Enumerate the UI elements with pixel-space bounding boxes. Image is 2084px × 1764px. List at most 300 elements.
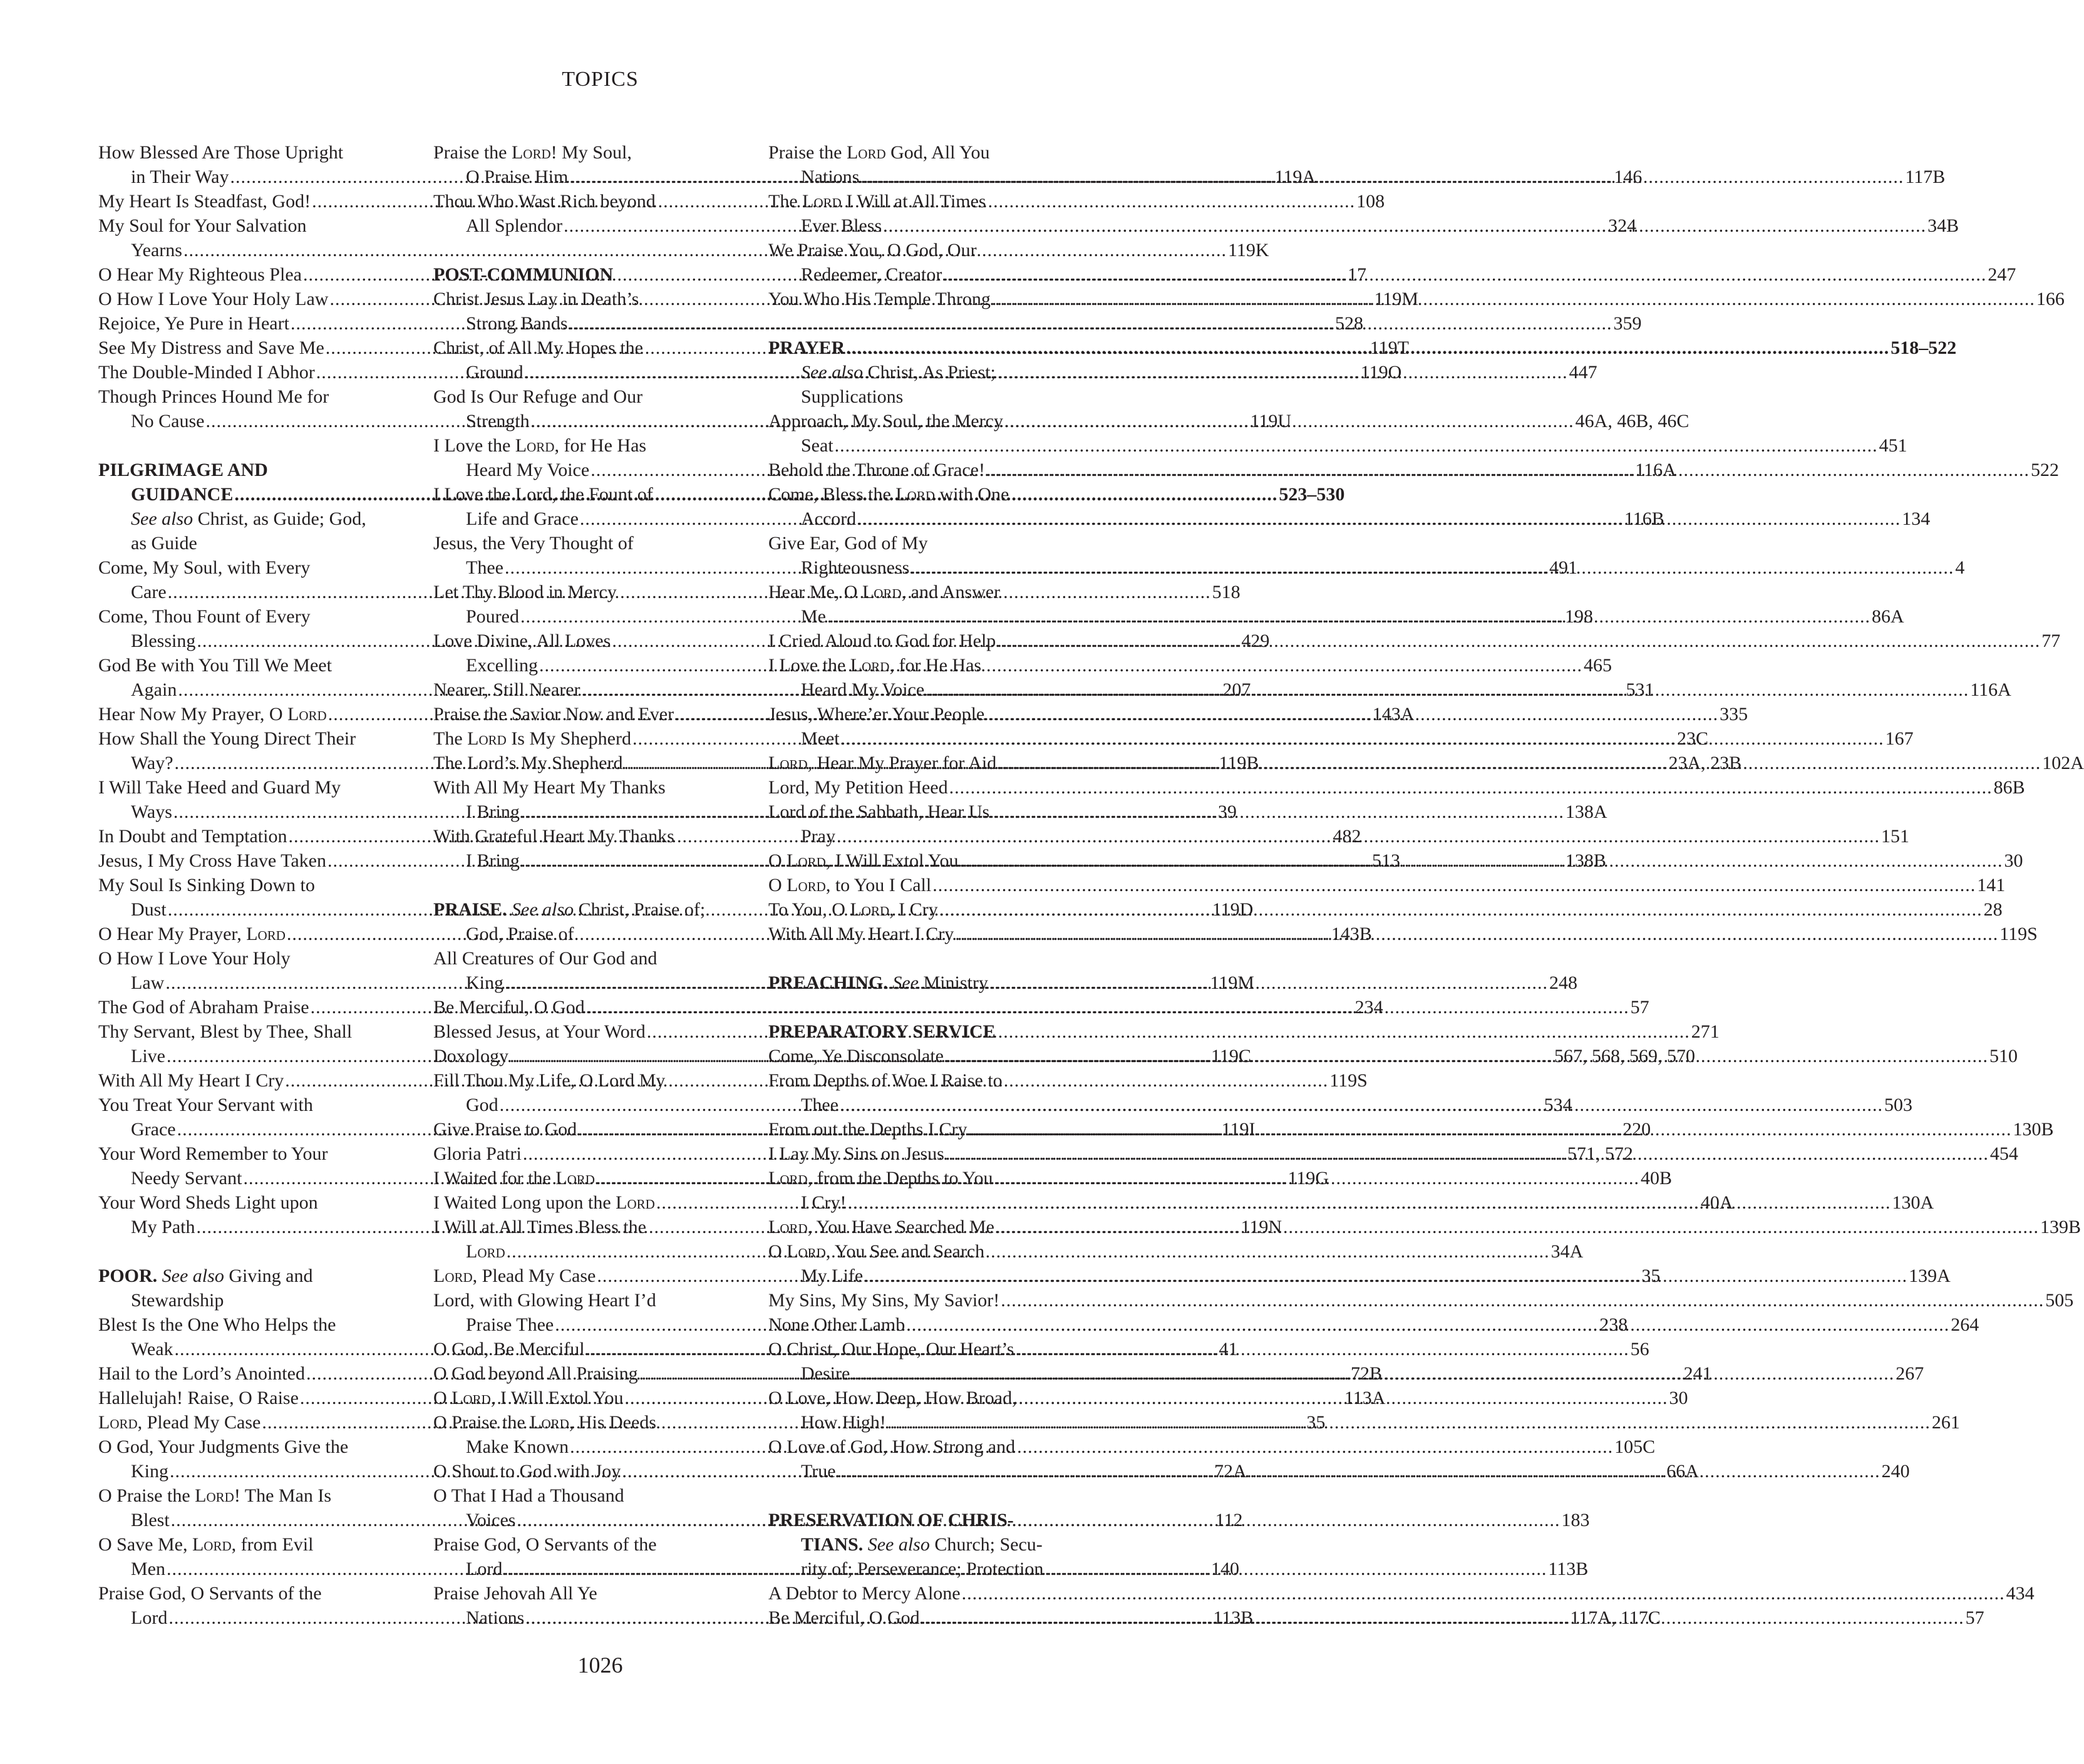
page-reference: 264 bbox=[1951, 1314, 1979, 1335]
entry-title-line: Let Thy Blood in Mercy bbox=[433, 582, 617, 602]
entry-title-line: Praise God, O Servants of the bbox=[433, 1534, 657, 1555]
entry-title: Live bbox=[131, 1046, 165, 1066]
page-reference: 151 bbox=[1881, 826, 1909, 847]
entry-title: No Cause bbox=[131, 411, 205, 431]
page-reference: 57 bbox=[1965, 1607, 1984, 1628]
entry-title-line: O Love of God, How Strong and bbox=[768, 1436, 1016, 1457]
index-entry bbox=[768, 873, 2006, 897]
entry-title: In Doubt and Temptation bbox=[98, 826, 287, 847]
entry-title: The Lord’s My Shepherd bbox=[433, 753, 623, 773]
entry-title-line: With Grateful Heart My Thanks bbox=[433, 826, 674, 847]
entry-title: I Lay My Sins on Jesus bbox=[768, 1143, 944, 1164]
entry-title-line: O Praise the Lord, His Deeds bbox=[433, 1412, 656, 1433]
page-reference: 491 bbox=[1549, 557, 1577, 578]
see-also-label: See also bbox=[512, 899, 574, 920]
entry-title-line: Thy Servant, Blest by Thee, Shall bbox=[98, 1021, 353, 1042]
entry-title-line: Your Word Remember to Your bbox=[98, 1143, 328, 1164]
dot-leader bbox=[932, 873, 1976, 897]
entry-title: Ever Bless bbox=[801, 215, 882, 236]
page-reference: 198 bbox=[1565, 606, 1593, 627]
index-entry bbox=[768, 1581, 2035, 1606]
page-reference: 130A bbox=[1892, 1192, 1934, 1213]
entry-line bbox=[768, 1288, 2074, 1313]
entry-title-line: I Will Take Heed and Guard My bbox=[98, 777, 341, 798]
page-reference: 119S bbox=[1999, 924, 2038, 944]
entry-title: King bbox=[131, 1461, 168, 1482]
page-reference: 56 bbox=[1630, 1339, 1649, 1359]
page-reference: 143A bbox=[1372, 704, 1415, 725]
entry-title: Yearns bbox=[131, 240, 182, 260]
see-also-text: Ministry bbox=[923, 972, 988, 993]
entry-title-line: God Is Our Refuge and Our bbox=[433, 386, 643, 407]
page-reference: 510 bbox=[1989, 1046, 2018, 1066]
page-reference: 116A bbox=[1635, 460, 1676, 480]
entry-title: I Cry! bbox=[801, 1192, 847, 1213]
see-also-line: rity of; Perseverance; Protection bbox=[801, 1559, 1044, 1579]
page-reference: 117A, 117C bbox=[1570, 1607, 1661, 1628]
page-reference: 207 bbox=[1222, 679, 1251, 700]
page-reference: 234 bbox=[1354, 997, 1383, 1018]
dot-leader bbox=[887, 1410, 1931, 1435]
entry-title: Poured bbox=[466, 606, 519, 627]
entry-title-line: God Be with You Till We Meet bbox=[98, 655, 332, 676]
see-also-text: Christ, As Priest; bbox=[867, 362, 996, 383]
entry-title: I Waited Long upon the Lord bbox=[433, 1192, 655, 1213]
heading-line bbox=[433, 262, 740, 287]
page-reference: 503 bbox=[1884, 1095, 1912, 1115]
entry-title-line: Give Ear, God of My bbox=[768, 533, 928, 554]
page-reference: 40A bbox=[1700, 1192, 1733, 1213]
entry-title: How High! bbox=[801, 1412, 886, 1433]
page-reference: 119I bbox=[1221, 1119, 1256, 1140]
entry-title: Ground bbox=[466, 362, 524, 383]
entry-title: Lord, You Have Searched Me bbox=[768, 1217, 994, 1237]
page-reference: 57 bbox=[1630, 997, 1649, 1018]
page-reference: 35 bbox=[1306, 1412, 1326, 1433]
topic-heading bbox=[768, 971, 1075, 995]
entry-title-line: O That I Had a Thousand bbox=[433, 1485, 624, 1506]
entry-title-line: You Treat Your Servant with bbox=[98, 1095, 313, 1115]
page-reference: 166 bbox=[2036, 289, 2065, 309]
entry-title-line: Jesus, the Very Thought of bbox=[433, 533, 634, 554]
entry-title: Weak bbox=[131, 1339, 173, 1359]
heading-label: PRAISE. bbox=[433, 899, 507, 920]
entry-title-line: How Shall the Young Direct Their bbox=[98, 728, 356, 749]
page-reference: 505 bbox=[2045, 1290, 2074, 1311]
entry-title: The Double-Minded I Abhor bbox=[98, 362, 315, 383]
page-reference: 119K bbox=[1227, 240, 1269, 260]
entry-title: My Path bbox=[131, 1217, 195, 1237]
entry-title-line: Come, My Soul, with Every bbox=[98, 557, 311, 578]
see-also-label: See bbox=[892, 972, 919, 993]
dot-leader bbox=[946, 1142, 1989, 1166]
entry-title: Praise the Savior Now and Ever bbox=[433, 704, 674, 725]
entry-title: Nearer, Still Nearer bbox=[433, 679, 580, 700]
entry-title: True bbox=[801, 1461, 836, 1482]
index-entry bbox=[768, 775, 2025, 800]
entry-title: Pray bbox=[801, 826, 835, 847]
entry-title-line: O How I Love Your Holy bbox=[98, 948, 291, 969]
entry-title: I Bring bbox=[466, 802, 520, 822]
page-reference: 34A bbox=[1550, 1241, 1584, 1262]
dot-leader bbox=[840, 1093, 1883, 1117]
page-reference: 138B bbox=[1565, 850, 1606, 871]
page-reference: 116A bbox=[1970, 679, 2011, 700]
see-also-line: Supplications bbox=[801, 386, 904, 407]
entry-title: Way? bbox=[131, 753, 173, 773]
entry-title-line: Fill Thou My Life, O Lord My bbox=[433, 1070, 666, 1091]
dot-leader bbox=[910, 555, 1954, 580]
page-reference: 117B bbox=[1905, 167, 1946, 187]
entry-title-line: Come, Bless the Lord with One bbox=[768, 484, 1009, 505]
dot-leader bbox=[949, 775, 1993, 800]
heading-label: PREPARATORY SERVICE bbox=[768, 1021, 996, 1042]
entry-title: Dust bbox=[131, 899, 167, 920]
dot-leader bbox=[857, 507, 1901, 531]
dot-leader bbox=[883, 214, 1926, 238]
entry-title: Grace bbox=[131, 1119, 176, 1140]
dot-leader bbox=[943, 262, 1986, 287]
entry-title: See My Distress and Save Me bbox=[98, 338, 324, 358]
topic-heading bbox=[433, 262, 740, 287]
entry-title: Lord bbox=[466, 1559, 503, 1579]
entry-title: in Their Way bbox=[131, 167, 229, 187]
page-reference: 238 bbox=[1599, 1314, 1628, 1335]
page-reference: 434 bbox=[2006, 1583, 2035, 1604]
page-reference: 119S bbox=[1329, 1070, 1368, 1091]
page-reference: 241 bbox=[1683, 1363, 1712, 1384]
entry-title-line: O Praise the Lord! The Man Is bbox=[98, 1485, 332, 1506]
heading-label: POOR. bbox=[98, 1266, 158, 1286]
entry-title-line: Jesus, Where’er Your People bbox=[768, 704, 985, 725]
dot-leader bbox=[998, 751, 2041, 775]
page-reference: 523–530 bbox=[1279, 484, 1345, 505]
page-reference: 105C bbox=[1614, 1436, 1656, 1457]
topic-heading bbox=[433, 897, 740, 946]
entry-title: Behold the Throne of Grace! bbox=[768, 460, 985, 480]
heading-text: PILGRIMAGE AND bbox=[98, 460, 268, 480]
entry-title-line: Praise God, O Servants of the bbox=[98, 1583, 322, 1604]
entry-title: O Lord, to You I Call bbox=[768, 875, 932, 895]
page-reference: 528 bbox=[1334, 313, 1363, 334]
page-reference: 34B bbox=[1927, 215, 1959, 236]
entry-title: Care bbox=[131, 582, 167, 602]
page-reference: 139B bbox=[2040, 1217, 2081, 1237]
page-reference: 143B bbox=[1331, 924, 1372, 944]
entry-title-line: O God, Your Judgments Give the bbox=[98, 1436, 349, 1457]
entry-title: O Lord, I Will Extol You bbox=[768, 850, 959, 871]
entry-title-line: How Blessed Are Those Upright bbox=[98, 142, 344, 163]
index-entry bbox=[768, 1288, 2074, 1313]
page-reference: 30 bbox=[1669, 1388, 1688, 1408]
entry-title: None Other Lamb bbox=[768, 1314, 905, 1335]
page-reference: 72B bbox=[1350, 1363, 1382, 1384]
dot-leader bbox=[234, 482, 1277, 507]
entry-title-line: I Love the Lord, the Fount of bbox=[433, 484, 653, 505]
topic-heading bbox=[768, 1019, 1075, 1044]
entry-title: Again bbox=[131, 679, 177, 700]
entry-title: You Who His Temple Throng bbox=[768, 289, 991, 309]
page-reference: 66A bbox=[1666, 1461, 1699, 1482]
entry-title: Blest bbox=[131, 1510, 170, 1530]
heading-line bbox=[98, 1264, 405, 1288]
entry-title-line: We Praise You, O God, Our bbox=[768, 240, 977, 260]
entry-title-line: O Save Me, Lord, from Evil bbox=[98, 1534, 314, 1555]
page-reference: 271 bbox=[1691, 1021, 1720, 1042]
page-reference: 46A, 46B, 46C bbox=[1575, 411, 1689, 431]
page-reference: 35 bbox=[1641, 1266, 1661, 1286]
entry-title-line: O Christ, Our Hope, Our Heart’s bbox=[768, 1339, 1014, 1359]
entry-title: O How I Love Your Holy Law bbox=[98, 289, 329, 309]
entry-title: My Life bbox=[801, 1266, 864, 1286]
entry-title: Hallelujah! Raise, O Raise bbox=[98, 1388, 299, 1408]
entry-title: Lord, My Petition Heed bbox=[768, 777, 948, 798]
entry-title-line: Christ, of All My Hopes the bbox=[433, 338, 643, 358]
entry-title: King bbox=[466, 972, 503, 993]
entry-line bbox=[768, 433, 1907, 458]
entry-title-line: Praise Jehovah All Ye bbox=[433, 1583, 597, 1604]
heading-label: TIANS. bbox=[801, 1534, 864, 1555]
page-reference: 86B bbox=[1993, 777, 2025, 798]
entry-title-line: I Love the Lord, for He Has bbox=[433, 435, 647, 456]
page-reference: 220 bbox=[1622, 1119, 1651, 1140]
dot-leader bbox=[841, 726, 1884, 751]
entry-title: Nations bbox=[801, 167, 860, 187]
entry-title: A Debtor to Mercy Alone bbox=[768, 1583, 961, 1604]
page-reference: 454 bbox=[1989, 1143, 2018, 1164]
entry-title-line: The Lord I Will at All Times bbox=[768, 191, 986, 212]
entry-title-line: Lord, from the Depths to You bbox=[768, 1168, 993, 1189]
dot-leader bbox=[996, 1215, 2039, 1239]
see-also-text: Christ, Praise of; bbox=[578, 899, 706, 920]
entry-line bbox=[768, 775, 2025, 800]
page-reference: 119U bbox=[1250, 411, 1292, 431]
entry-title: Lord bbox=[131, 1607, 168, 1628]
page-reference: 167 bbox=[1885, 728, 1914, 749]
dot-leader bbox=[827, 604, 1870, 629]
page-reference: 531 bbox=[1626, 679, 1654, 700]
entry-title: Give Praise to God bbox=[433, 1119, 577, 1140]
page-reference: 108 bbox=[1356, 191, 1385, 212]
entry-title: My Heart Is Steadfast, God! bbox=[98, 191, 311, 212]
page-reference: 112 bbox=[1215, 1510, 1243, 1530]
dot-leader bbox=[837, 824, 1880, 848]
entry-title-line: O Lord, You See and Search bbox=[768, 1241, 985, 1262]
page-reference: 119O bbox=[1360, 362, 1402, 383]
entry-title: Strong Bands bbox=[466, 313, 568, 334]
see-also-line bbox=[98, 507, 405, 531]
page-reference: 513 bbox=[1371, 850, 1400, 871]
page-reference: 534 bbox=[1544, 1095, 1572, 1115]
page-reference: 359 bbox=[1613, 313, 1642, 334]
page-reference: 567, 568, 569, 570 bbox=[1554, 1046, 1695, 1066]
dot-leader bbox=[860, 165, 1904, 189]
page-reference: 141 bbox=[1977, 875, 2006, 895]
dot-leader bbox=[962, 1581, 2005, 1606]
page-reference: 482 bbox=[1333, 826, 1361, 847]
entry-title-line: Blest Is the One Who Helps the bbox=[98, 1314, 336, 1335]
dot-leader bbox=[926, 678, 1969, 702]
dot-leader bbox=[997, 629, 2040, 653]
entry-title-line: Love Divine, All Loves bbox=[433, 631, 611, 651]
entry-title: Lord, Plead My Case bbox=[98, 1412, 261, 1433]
entry-title: Praise Thee bbox=[466, 1314, 554, 1335]
page-reference: 28 bbox=[1983, 899, 2003, 920]
entry-title: Men bbox=[131, 1559, 165, 1579]
heading-text: GUIDANCE bbox=[131, 484, 234, 505]
page-reference: 23C bbox=[1676, 728, 1708, 749]
entry-title: Lord, Hear My Prayer for Aid bbox=[768, 753, 997, 773]
entry-title: Needy Servant bbox=[131, 1168, 242, 1189]
dot-leader bbox=[959, 848, 2003, 873]
page-reference: 119A bbox=[1274, 167, 1316, 187]
dot-leader bbox=[846, 336, 1889, 360]
page-reference: 138A bbox=[1565, 802, 1607, 822]
entry-title: Rejoice, Ye Pure in Heart bbox=[98, 313, 289, 334]
page-reference: 451 bbox=[1879, 435, 1907, 456]
page-reference: 119G bbox=[1287, 1168, 1329, 1189]
page-reference: 39 bbox=[1217, 802, 1237, 822]
heading-label: PREACHING. bbox=[768, 972, 888, 993]
entry-title: Ways bbox=[131, 802, 172, 822]
entry-title: With All My Heart I Cry bbox=[768, 924, 954, 944]
entry-title-line: Come, Thou Fount of Every bbox=[98, 606, 311, 627]
entry-title-line: Lord of the Sabbath, Hear Us bbox=[768, 802, 990, 822]
dot-leader bbox=[968, 1117, 2011, 1142]
see-also-line: Stewardship bbox=[131, 1290, 224, 1311]
dot-leader bbox=[851, 1361, 1894, 1386]
entry-title: Lord, Plead My Case bbox=[433, 1266, 596, 1286]
entry-title: Jesus, I My Cross Have Taken bbox=[98, 850, 326, 871]
page-title: TOPICS bbox=[562, 68, 639, 91]
page-reference: 23A, 23B bbox=[1668, 753, 1742, 773]
dot-leader bbox=[906, 1313, 1949, 1337]
dot-leader bbox=[569, 311, 1612, 336]
entry-title-line: With All My Heart My Thanks bbox=[433, 777, 666, 798]
entry-title-line: Thou Who Wast Rich beyond bbox=[433, 191, 656, 212]
dot-leader bbox=[835, 433, 1878, 458]
dot-leader bbox=[570, 1435, 1613, 1459]
entry-title: Meet bbox=[801, 728, 840, 749]
entry-title-line: I Love the Lord, for He Has bbox=[768, 655, 982, 676]
entry-title: Lord bbox=[466, 1241, 505, 1262]
entry-title: Thee bbox=[801, 1095, 838, 1115]
entry-title: Me bbox=[801, 606, 826, 627]
heading-line bbox=[768, 1019, 1075, 1044]
entry-title: O Hear My Prayer, Lord bbox=[98, 924, 286, 944]
entry-title: To You, O Lord, I Cry bbox=[768, 899, 938, 920]
page-reference: 119N bbox=[1241, 1217, 1282, 1237]
dot-leader bbox=[921, 1606, 1964, 1630]
see-also-label: See also bbox=[131, 508, 193, 529]
entry-title: Desire bbox=[801, 1363, 850, 1384]
entry-title: From out the Depths I Cry bbox=[768, 1119, 967, 1140]
see-also-text: Giving and bbox=[229, 1266, 313, 1286]
page-reference: 267 bbox=[1896, 1363, 1924, 1384]
entry-title: Hail to the Lord’s Anointed bbox=[98, 1363, 305, 1384]
dot-leader bbox=[945, 1044, 1988, 1068]
entry-title: Be Merciful, O God bbox=[768, 1607, 920, 1628]
see-also-text: Christ, as Guide; God, bbox=[197, 508, 366, 529]
dot-leader bbox=[955, 922, 1998, 946]
page-reference: 86A bbox=[1872, 606, 1904, 627]
entry-title: O Lord, I Will Extol You bbox=[433, 1388, 624, 1408]
page-reference: 248 bbox=[1549, 972, 1577, 993]
see-also-label: See also bbox=[162, 1266, 224, 1286]
entry-title: O God, Be Merciful bbox=[433, 1339, 585, 1359]
entry-title: All Splendor bbox=[466, 215, 563, 236]
page-reference: 571, 572 bbox=[1567, 1143, 1633, 1164]
page-reference: 119D bbox=[1212, 899, 1254, 920]
see-also-text: Church; Secu- bbox=[934, 1534, 1043, 1555]
entry-title: My Sins, My Sins, My Savior! bbox=[768, 1290, 1000, 1311]
entry-title: Nations bbox=[466, 1607, 525, 1628]
page-reference: 40B bbox=[1640, 1168, 1672, 1189]
dot-leader bbox=[837, 1459, 1880, 1483]
entry-title: Voices bbox=[466, 1510, 516, 1530]
page-reference: 139A bbox=[1909, 1266, 1951, 1286]
page-reference: 102A bbox=[2042, 753, 2084, 773]
entry-title: O Shout to God with Joy bbox=[433, 1461, 621, 1482]
page-reference: 77 bbox=[2041, 631, 2061, 651]
page-reference: 140 bbox=[1211, 1559, 1239, 1579]
page-reference: 146 bbox=[1614, 167, 1643, 187]
page-reference: 465 bbox=[1583, 655, 1612, 676]
entry-title-line: From Depths of Woe I Raise to bbox=[768, 1070, 1003, 1091]
page-reference: 134 bbox=[1902, 508, 1931, 529]
entry-title: Law bbox=[131, 972, 165, 993]
entry-title: Redeemer, Creator bbox=[801, 264, 942, 285]
page-reference: 119T bbox=[1370, 338, 1409, 358]
page-reference: 30 bbox=[2004, 850, 2023, 871]
heading-line bbox=[768, 1532, 1075, 1557]
dot-leader bbox=[864, 1264, 1907, 1288]
entry-title: Blessing bbox=[131, 631, 196, 651]
page-reference: 116B bbox=[1624, 508, 1664, 529]
entry-title: Accord bbox=[801, 508, 857, 529]
page-reference: 72A bbox=[1214, 1461, 1247, 1482]
entry-title: O Praise Him bbox=[466, 167, 569, 187]
heading-text: PRAYER bbox=[768, 338, 845, 358]
entry-title-line: Praise the Lord God, All You bbox=[768, 142, 990, 163]
page-reference: 429 bbox=[1241, 631, 1270, 651]
entry-title: Life and Grace bbox=[466, 508, 579, 529]
page-reference: 41 bbox=[1219, 1339, 1238, 1359]
heading-line bbox=[768, 971, 1075, 995]
entry-title: Doxology bbox=[433, 1046, 508, 1066]
entry-title: The Lord Is My Shepherd bbox=[433, 728, 631, 749]
page-reference: 324 bbox=[1608, 215, 1637, 236]
page-reference: 130B bbox=[2013, 1119, 2054, 1140]
heading-text: PRESERVATION OF CHRIS- bbox=[768, 1510, 1014, 1530]
entry-title: Come, Ye Disconsolate bbox=[768, 1046, 944, 1066]
dot-leader bbox=[847, 1190, 1891, 1215]
entry-title-line: All Creatures of Our God and bbox=[433, 948, 658, 969]
entry-title: Heard My Voice bbox=[801, 679, 925, 700]
entry-title: Heard My Voice bbox=[466, 460, 590, 480]
page-reference: 119M bbox=[1210, 972, 1254, 993]
page-reference: 261 bbox=[1931, 1412, 1960, 1433]
page-reference: 113B bbox=[1548, 1559, 1589, 1579]
page-reference: 17 bbox=[1347, 264, 1366, 285]
entry-title: O God beyond All Praising bbox=[433, 1363, 638, 1384]
page-reference: 113B bbox=[1213, 1607, 1254, 1628]
entry-title-line: Approach, My Soul, the Mercy bbox=[768, 411, 1003, 431]
dot-leader bbox=[992, 287, 2035, 311]
entry-title: Hear Now My Prayer, O Lord bbox=[98, 704, 327, 725]
entry-title: I Cried Aloud to God for Help bbox=[768, 631, 996, 651]
page-number: 1026 bbox=[577, 1653, 623, 1678]
